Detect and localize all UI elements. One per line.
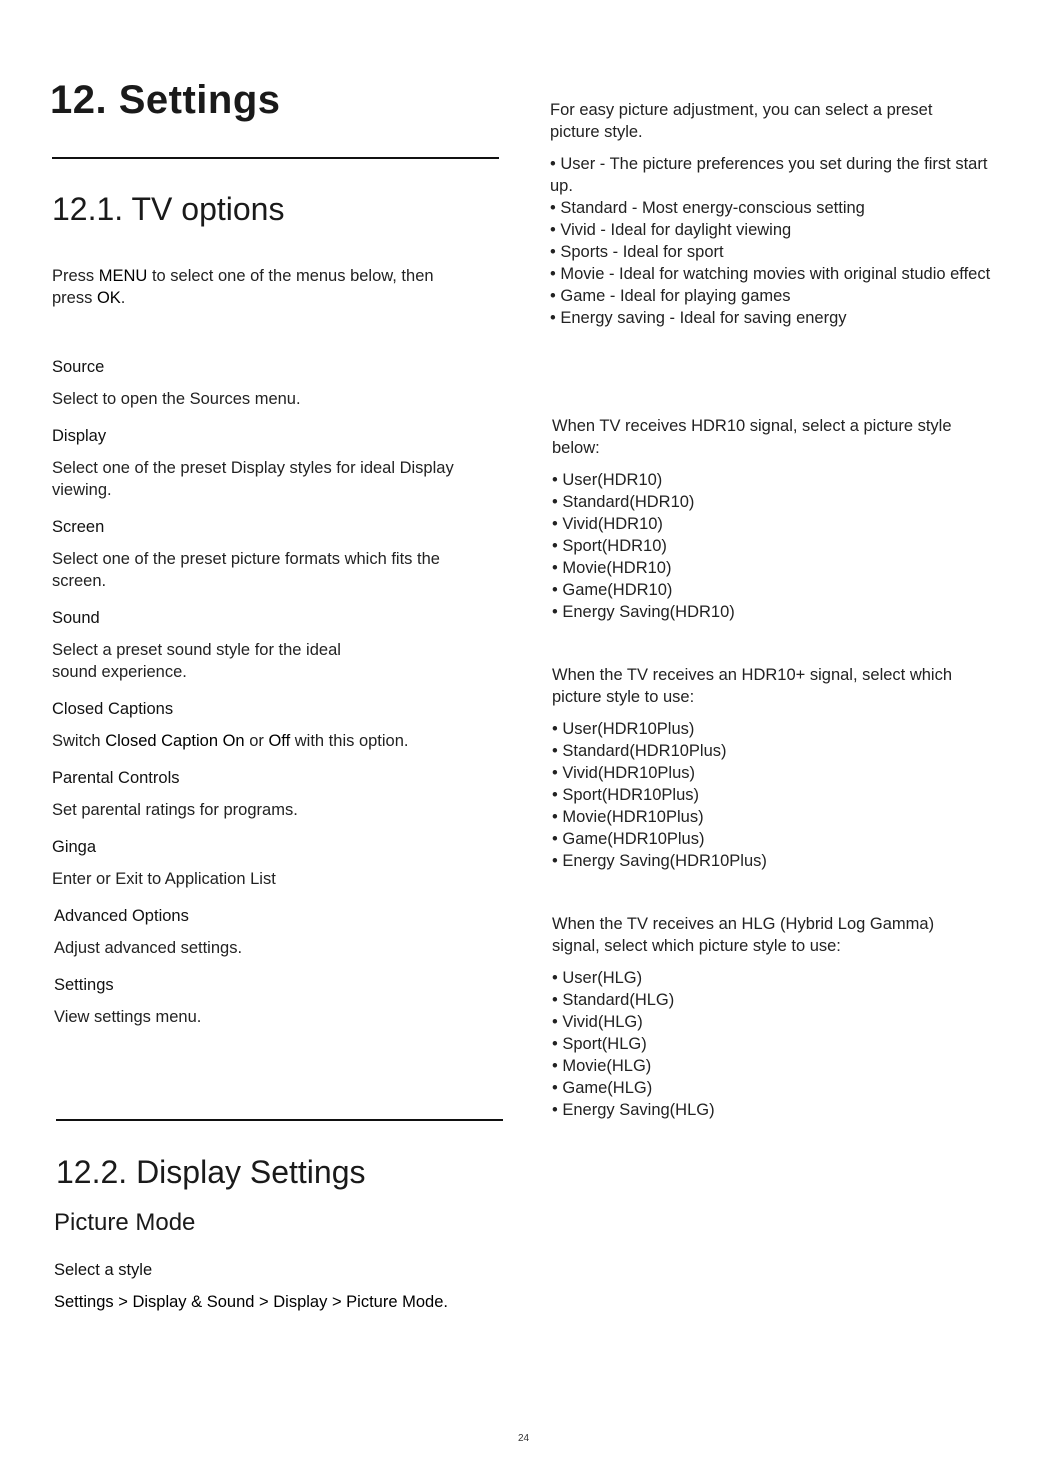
item-desc-display: Select one of the preset Display styles for ideal Display viewing. bbox=[52, 459, 454, 499]
section-divider-top bbox=[52, 157, 499, 159]
list-item: • Energy Saving(HDR10Plus) bbox=[552, 852, 767, 870]
list-item: • Vivid - Ideal for daylight viewing bbox=[550, 221, 792, 239]
item-desc-source: Select to open the Sources menu. bbox=[52, 390, 301, 408]
list-item: • Standard(HLG) bbox=[552, 991, 675, 1009]
list-item: • Vivid(HLG) bbox=[552, 1013, 643, 1031]
list-item: • Movie(HDR10) bbox=[552, 559, 672, 577]
list-item: • Game(HDR10Plus) bbox=[552, 830, 705, 848]
hlg-intro: When the TV receives an HLG (Hybrid Log Gamma) signal, select which picture style to use: bbox=[552, 915, 935, 955]
item-label-ginga: Ginga bbox=[52, 838, 97, 856]
item-label-display: Display bbox=[52, 427, 107, 445]
list-item: • Game - Ideal for playing games bbox=[550, 287, 791, 305]
list-item: • Energy Saving(HLG) bbox=[552, 1101, 715, 1119]
list-item: • User(HLG) bbox=[552, 969, 643, 987]
item-label-settings: Settings bbox=[54, 976, 114, 994]
picture-style-intro: For easy picture adjustment, you can select a preset picture style. bbox=[550, 101, 933, 141]
item-desc-sound: Select a preset sound style for the ideal sound experience. bbox=[52, 641, 341, 681]
list-item: • User(HDR10Plus) bbox=[552, 720, 695, 738]
item-label-source: Source bbox=[52, 358, 105, 376]
list-item: • Standard(HDR10) bbox=[552, 493, 695, 511]
picture-mode-heading: Picture Mode bbox=[54, 1209, 196, 1236]
ok-key: OK bbox=[96, 289, 121, 307]
item-label-parental-controls: Parental Controls bbox=[52, 769, 180, 787]
select-style-label: Select a style bbox=[54, 1261, 153, 1279]
hdr10-style-list bbox=[552, 469, 992, 623]
page-title: 12. Settings bbox=[50, 78, 281, 122]
list-item: • Energy saving - Ideal for saving energy bbox=[550, 309, 847, 327]
list-item: • Movie - Ideal for watching movies with original studio effect bbox=[550, 265, 991, 283]
hdr10plus-intro: When the TV receives an HDR10+ signal, select which picture style to use: bbox=[552, 666, 953, 706]
picture-style-list bbox=[550, 153, 995, 329]
item-desc-closed-captions: Switch Closed Caption On or Off with this option. bbox=[52, 732, 409, 750]
page-number: 24 bbox=[518, 1433, 530, 1444]
list-item: • Game(HLG) bbox=[552, 1079, 653, 1097]
item-desc-parental-controls: Set parental ratings for programs. bbox=[52, 801, 298, 819]
hlg-style-list bbox=[552, 967, 992, 1121]
list-item: • Movie(HDR10Plus) bbox=[552, 808, 704, 826]
settings-path: Settings > Display & Sound > Display > Picture Mode. bbox=[54, 1293, 448, 1311]
menu-key: MENU bbox=[98, 267, 148, 285]
list-item: • Game(HDR10) bbox=[552, 581, 673, 599]
item-label-closed-captions: Closed Captions bbox=[52, 700, 174, 718]
list-item: • Sport(HDR10) bbox=[552, 537, 667, 555]
list-item: • Sport(HLG) bbox=[552, 1035, 647, 1053]
tv-options-intro: Press MENU to select one of the menus below, then press OK. bbox=[52, 267, 434, 307]
item-desc-ginga: Enter or Exit to Application List bbox=[52, 870, 276, 888]
list-item: • Energy Saving(HDR10) bbox=[552, 603, 735, 621]
list-item: • Standard - Most energy-conscious setting bbox=[550, 199, 865, 217]
hdr10plus-style-list bbox=[552, 718, 992, 872]
list-item: • Standard(HDR10Plus) bbox=[552, 742, 727, 760]
item-desc-settings: View settings menu. bbox=[54, 1008, 202, 1026]
item-desc-screen: Select one of the preset picture formats which fits the screen. bbox=[52, 550, 440, 590]
list-item: • Movie(HLG) bbox=[552, 1057, 652, 1075]
item-label-screen: Screen bbox=[52, 518, 105, 536]
list-item: • User - The picture preferences you set during the first start up. bbox=[550, 155, 988, 195]
display-settings-heading: 12.2. Display Settings bbox=[56, 1154, 366, 1190]
list-item: • User(HDR10) bbox=[552, 471, 663, 489]
hdr10-intro: When TV receives HDR10 signal, select a picture style below: bbox=[552, 417, 952, 457]
section-divider-bottom bbox=[56, 1119, 503, 1121]
list-item: • Sport(HDR10Plus) bbox=[552, 786, 699, 804]
list-item: • Vivid(HDR10) bbox=[552, 515, 663, 533]
item-label-sound: Sound bbox=[52, 609, 100, 627]
tv-options-heading: 12.1. TV options bbox=[52, 191, 285, 227]
list-item: • Vivid(HDR10Plus) bbox=[552, 764, 696, 782]
item-label-advanced-options: Advanced Options bbox=[54, 907, 189, 925]
item-desc-advanced-options: Adjust advanced settings. bbox=[54, 939, 243, 957]
list-item: • Sports - Ideal for sport bbox=[550, 243, 724, 261]
